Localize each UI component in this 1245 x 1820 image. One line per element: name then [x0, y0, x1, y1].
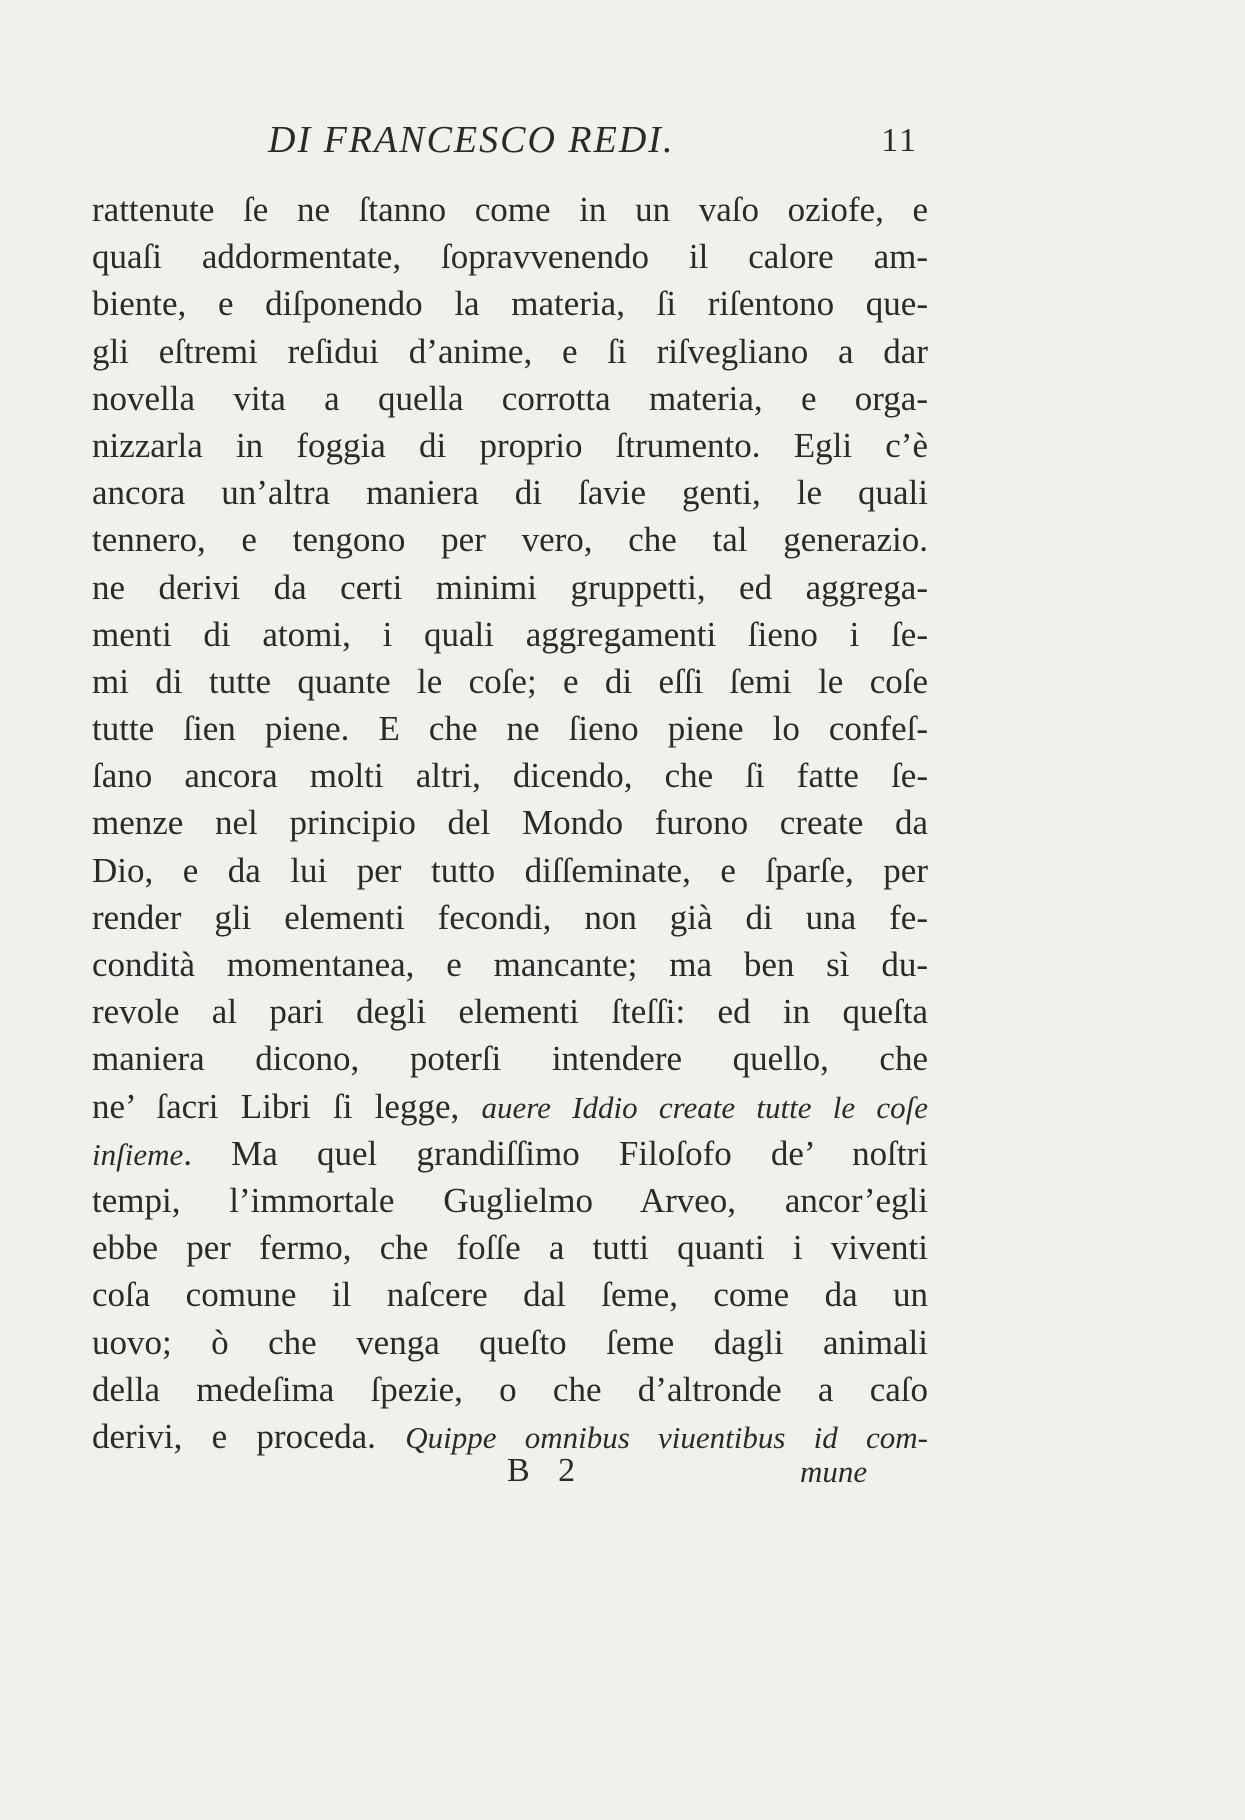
text-line: ſano ancora molti altri, dicendo, che ſi fatte ſe-: [92, 756, 928, 796]
text-line: novella vita a quella corrotta materia, e orga-: [92, 378, 928, 418]
page-footer: [92, 1452, 928, 1498]
text-line: nizzarla in foggia di proprio ſtrumento. Egli c’è: [92, 425, 928, 465]
catchword: mune: [800, 1454, 868, 1489]
running-title: DI FRANCESCO REDI.: [268, 119, 675, 161]
text-line: tennero, e tengono per vero, che tal generazio.: [92, 520, 928, 560]
text-line: mi di tutte quante le coſe; e di eſſi ſemi le coſe: [92, 661, 928, 701]
latin-quotation: Quippe omnibus viuentibus id com-: [405, 1419, 929, 1455]
text-line: tempi, l’immortale Guglielmo Arveo, ancor’egli: [92, 1180, 928, 1220]
text-line: menti di atomi, i quali aggregamenti ſieno i ſe-: [92, 614, 928, 654]
page-number: 11: [881, 122, 918, 159]
text-line: uovo; ò che venga queſto ſeme dagli animali: [92, 1322, 928, 1362]
text-line: maniera dicono, poterſi intendere quello, che: [92, 1039, 928, 1079]
text-line: condità momentanea, e mancante; ma ben sì du-: [92, 945, 928, 984]
text-line-with-italic: [92, 1083, 928, 1130]
text-line: Dio, e da lui per tutto diſſeminate, e ſparſe, per: [92, 850, 928, 890]
italic-quotation: auere Iddio create tutte le coſe: [481, 1089, 928, 1125]
body-text: [92, 186, 928, 1460]
line-text: . Ma quel grandiſſimo Filoſofo de’ noſtri: [183, 1133, 928, 1173]
text-line: ne derivi da certi minimi gruppetti, ed aggrega-: [92, 567, 928, 607]
signature-mark: B 2: [507, 1452, 586, 1489]
text-line: ebbe per fermo, che foſſe a tutti quanti i viventi: [92, 1228, 928, 1268]
text-line: tutte ſien piene. E che ne ſieno piene lo confeſ-: [92, 709, 928, 749]
text-line: revole al pari degli elementi ſteſſi: ed in queſta: [92, 992, 928, 1032]
text-line: quaſi addormentate, ſopravvenendo il calore am-: [92, 237, 928, 277]
text-line: della medeſima ſpezie, o che d’altronde a caſo: [92, 1369, 928, 1409]
running-head: [268, 118, 918, 168]
text-line-with-italic: [92, 1130, 928, 1177]
italic-quotation-end: inſieme: [92, 1136, 184, 1172]
line-text: derivi, e proceda.: [92, 1416, 376, 1456]
text-line: coſa comune il naſcere dal ſeme, come da un: [92, 1275, 928, 1315]
text-line: gli eſtremi reſidui d’anime, e ſi riſvegliano a dar: [92, 331, 928, 371]
text-line: ancora un’altra maniera di ſavie genti, le quali: [92, 473, 928, 513]
line-text: ne’ ſacri Libri ſi legge,: [92, 1086, 460, 1126]
text-line: render gli elementi fecondi, non già di una fe-: [92, 897, 928, 937]
text-line: biente, e diſponendo la materia, ſi riſentono que-: [92, 284, 928, 324]
text-line: rattenute ſe ne ſtanno come in un vaſo oziofe, e: [92, 190, 928, 229]
text-line: menze nel principio del Mondo furono create da: [92, 803, 928, 843]
